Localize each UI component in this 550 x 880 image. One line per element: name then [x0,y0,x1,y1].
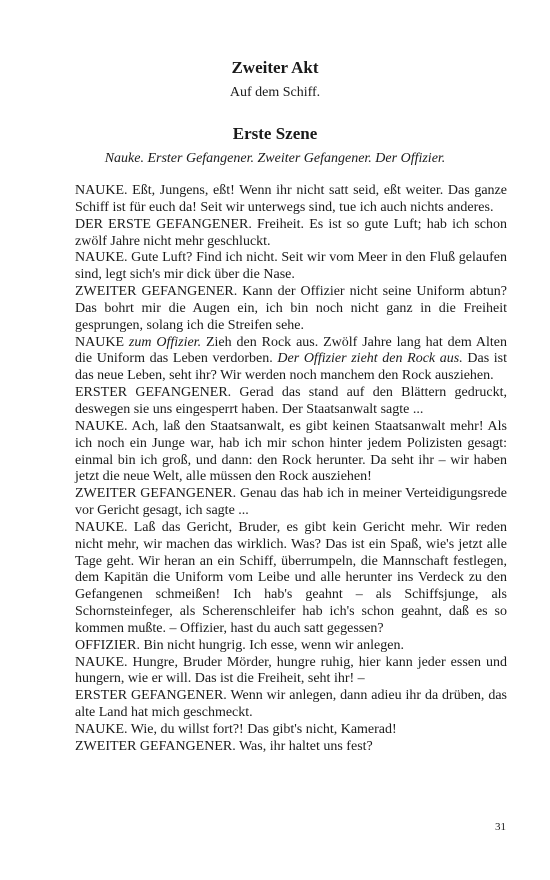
dialogue-run: ZWEITER GEFANGENER. Was, ihr haltet uns fest? [75,738,373,754]
dialogue-paragraph [75,722,507,739]
dialogue-paragraph [75,739,507,756]
act-title: Zweiter Akt [231,58,319,77]
dialogue-run: NAUKE. Ach, laß den Staatsanwalt, es gibt keinen Staatsanwalt mehr! Als ich noch ein Junge war, hab ich mir schon hinter jedem Polizisten gesagt: einmal bin ich groß, und dann: den Rock herunter. Da seht ihr – wir haben jetzt die neue Welt, alle müssen den Rock ausziehen! [75,418,507,485]
dialogue-run: NAUKE [75,334,129,350]
dialogue-run: OFFIZIER. Bin nicht hungrig. Ich esse, wenn wir anlegen. [75,637,404,653]
dialogue-run: NAUKE. Wie, du willst fort?! Das gibt's nicht, Kamerad! [75,722,397,737]
dialogue-paragraph [75,520,507,638]
dialogue-paragraph [75,638,507,655]
dialogue-paragraph [75,688,507,722]
page-number: 31 [495,821,506,833]
dialogue-run: Zieh den Rock aus. Zwölf Jahre lang hat dem Alten die Uniform das Leben verdorben. [75,334,507,367]
dialogue-paragraph [75,217,507,251]
dialogue-run: NAUKE. Gute Luft? Find ich nicht. Seit wir vom Meer in den Fluß gelaufen sind, legt sich's mir dick über die Nase. [75,250,507,283]
dialogue-paragraph [75,419,507,486]
dialogue-run: ERSTER GEFANGENER. Gerad das stand auf den Blättern gedruckt, deswegen sie uns eingesperrt haben. Der Staatsanwalt sagte ... [75,385,507,417]
dialogue-run: ZWEITER GEFANGENER. Kann der Offizier nicht seine Uniform abtun? Das bohrt mir die Augen ein, ich bin noch nicht ganz in die Freiheit gesprungen, solang ich die Streifen sehe. [75,284,507,333]
scene-title: Erste Szene [232,124,318,143]
dialogue-run: NAUKE. Hungre, Bruder Mörder, hungre ruhig, hier kann jeder essen und hungern, wie er will. Das ist die Freiheit, seht ihr! – [75,654,507,687]
dialogue-run: ZWEITER GEFANGENER. Genau das hab ich in meiner Verteidigungsrede vor Gericht gesagt, ich sagte ... [75,486,507,519]
dialogue-paragraph [75,183,507,217]
dialogue-run: NAUKE. Laß das Gericht, Bruder, es gibt kein Gericht mehr. Wir reden nicht mehr, wir machen das wirklich. Was? Das ist ein Spaß, wie's jetzt alle Tage geht. Wir heran an ein Schiff, überrumpeln, die Mannschaft festlegen, dem Kapitän die Uniform vom Leibe und alle herunter ins Verdeck zu den Gefangenen schmeißen! Ich hab's geahnt – als Schiffsjunge, als Schornsteinfeger, als Scherenschleifer hab ich's schon geahnt, daß es so kommen mußte. – Offizier, hast du auch satt gegessen? [75,519,507,636]
dialogue-run: NAUKE. Eßt, Jungens, eßt! Wenn ihr nicht satt seid, eßt weiter. Das ganze Schiff ist für euch da! Seit wir unterwegs sind, tue ich auch nichts anderes. [75,183,507,215]
dialogue-paragraph [75,655,507,689]
dialogue-paragraph [75,486,507,520]
dialogue-paragraph [75,284,507,335]
dialogue-paragraph [75,335,507,386]
stage-direction: Der Offizier zieht den Rock aus. [277,351,463,367]
dialogue-run: Das ist das neue Leben, seht ihr? Wir werden noch manchem den Rock ausziehen. [75,351,508,384]
dialogue-paragraph [75,250,507,284]
dialogue-paragraph [75,385,507,419]
stage-direction: zum Offizier. [128,334,202,350]
dialogue-run: ERSTER GEFANGENER. Wenn wir anlegen, dann adieu ihr da drüben, das alte Land hat mich geschmeckt. [75,688,507,721]
act-subtitle: Auf dem Schiff. [229,85,321,100]
scene-cast-list: Nauke. Erster Gefangener. Zweiter Gefangener. Der Offizier. [104,151,446,166]
dialogue-text [75,183,507,756]
dialogue-run: DER ERSTE GEFANGENER. Freiheit. Es ist so gute Luft; hab ich schon zwölf Jahre nicht mehr geschluckt. [75,216,507,249]
